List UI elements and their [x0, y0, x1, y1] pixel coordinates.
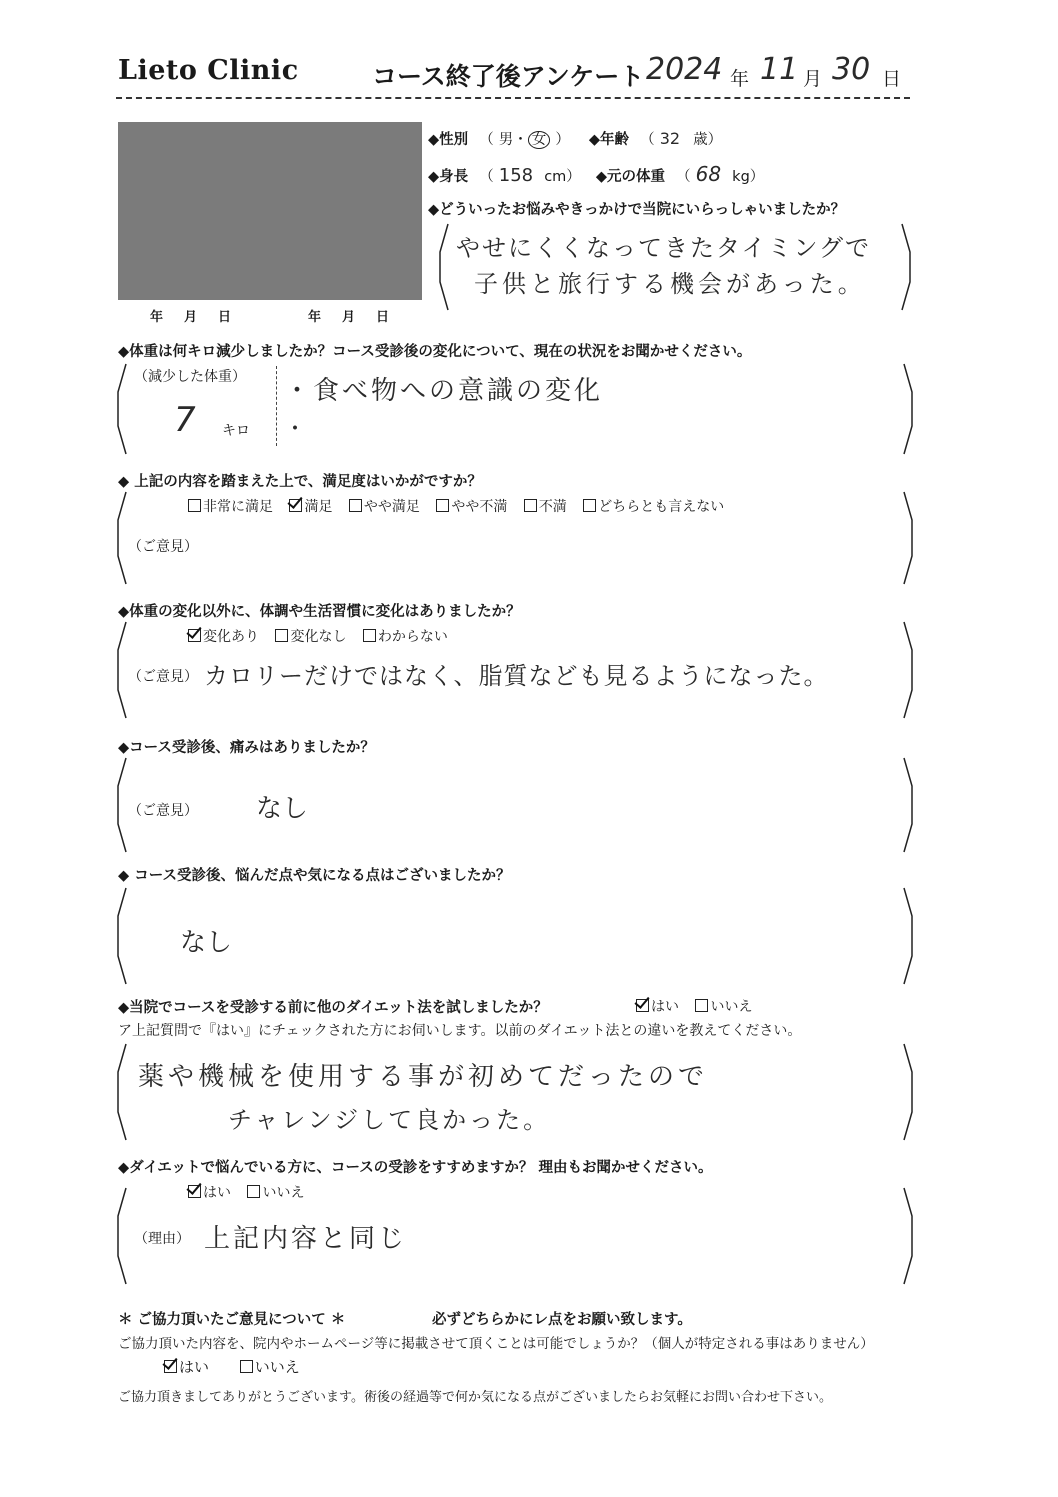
- date-month-unit: 月: [803, 68, 823, 90]
- q4-question: ◆体重の変化以外に、体調や生活習慣に変化はありましたか？: [118, 604, 521, 620]
- date-month: 11: [760, 52, 799, 87]
- checkbox-icon[interactable]: [436, 499, 449, 512]
- q7-sub-question: ア上記質問で『はい』にチェックされた方にお伺いします。以前のダイエット法との違いを教えてください。: [118, 1023, 802, 1039]
- q5-question: ◆コース受診後、痛みはありましたか？: [118, 740, 375, 756]
- q4-bracket-right: [902, 620, 914, 724]
- q2-answer-line2: ・: [284, 417, 307, 442]
- q7-bracket-left: [116, 1042, 128, 1146]
- q3-option-somewhat-dissatisfied[interactable]: やや不満: [436, 499, 507, 515]
- height-open-paren: （: [479, 169, 494, 185]
- checkbox-icon[interactable]: [363, 629, 376, 642]
- q4-answer: カロリーだけではなく、脂質なども見るようになった。: [204, 662, 829, 690]
- weight-label: ◆元の体重: [595, 169, 666, 185]
- clinic-logo-text: Lieto Clinic: [118, 55, 299, 86]
- q3-bracket-right: [902, 490, 914, 590]
- checkbox-icon[interactable]: [247, 1185, 260, 1198]
- checkbox-icon[interactable]: [349, 499, 362, 512]
- q7-bracket-right: [902, 1042, 914, 1146]
- q3-option-very-satisfied[interactable]: 非常に満足: [188, 499, 273, 515]
- q3-satisfaction-options: [188, 496, 736, 516]
- q5-bracket-left: [116, 756, 128, 858]
- q4-option-changed[interactable]: 変化あり: [188, 629, 259, 645]
- q7-option-no[interactable]: いいえ: [695, 999, 752, 1015]
- checkbox-checked-icon[interactable]: [164, 1360, 177, 1373]
- footer-thanks: ご協力頂きましてありがとうございます。術後の経過等で何か気になる点がございましたらお気軽にお問い合わせ下さい。: [118, 1390, 832, 1405]
- q2-answer-line1: ・食べ物への意識の変化: [284, 376, 604, 406]
- q3-option-somewhat-satisfied[interactable]: やや満足: [349, 499, 420, 515]
- q7-answer-line1: 薬や機械を使用する事が初めてだったので: [138, 1062, 709, 1092]
- footer-consent-question: ご協力頂いた内容を、院内やホームページ等に掲載させて頂くことは可能でしょうか？（個人が特定される事はありません）: [118, 1336, 874, 1352]
- checkbox-checked-icon[interactable]: [188, 1185, 201, 1198]
- footer-heading-left: ＊ ご協力頂いたご意見について ＊: [118, 1312, 346, 1328]
- checkbox-checked-icon[interactable]: [188, 629, 201, 642]
- gender-label: ◆性別: [428, 132, 469, 148]
- survey-title: コース終了後アンケート: [372, 62, 645, 91]
- age-open-paren: （: [640, 132, 655, 148]
- weight-unit: kg）: [732, 169, 765, 185]
- q8-option-yes[interactable]: はい: [188, 1185, 231, 1201]
- q8-bracket-left: [116, 1186, 128, 1290]
- q7-question: ◆当院でコースを受診する前に他のダイエット法を試しましたか？: [118, 1000, 548, 1016]
- checkbox-icon[interactable]: [188, 499, 201, 512]
- checkbox-icon[interactable]: [695, 999, 708, 1012]
- q2-question: ◆体重は何キロ減少しましたか？コース受診後の変化について、現在の状況をお聞かせください。: [118, 344, 752, 360]
- height-label: ◆身長: [428, 169, 469, 185]
- q1-answer-line2: 子供と旅行する機会があった。: [474, 270, 866, 298]
- before-after-photo: [118, 122, 422, 300]
- q3-question: ◆ 上記の内容を踏まえた上で、満足度はいかがですか？: [118, 474, 482, 490]
- q8-question: ◆ダイエットで悩んでいる方に、コースの受診をすすめますか？ 理由もお聞かせください。: [118, 1160, 713, 1176]
- q4-option-unknown[interactable]: わからない: [363, 629, 448, 645]
- reduced-weight-unit: キロ: [222, 423, 250, 439]
- gender-separator: ・: [513, 132, 528, 148]
- weight-value: 68: [695, 162, 722, 186]
- q1-question: ◆どういったお悩みやきっかけで当院にいらっしゃいましたか？: [428, 202, 846, 218]
- q1-bracket-left: [438, 222, 450, 316]
- q3-opinion-label: （ご意見）: [128, 539, 198, 555]
- checkbox-checked-icon[interactable]: [636, 999, 649, 1012]
- q2-bracket-left: [116, 362, 128, 460]
- footer-consent-options: [164, 1356, 312, 1377]
- height-unit: cm）: [544, 169, 581, 185]
- gender-close-paren: ）: [555, 132, 570, 148]
- q3-bracket-left: [116, 490, 128, 590]
- reduced-weight-value: 7: [174, 400, 196, 440]
- weight-open-paren: （: [676, 169, 691, 185]
- age-value: 32: [659, 129, 681, 148]
- q8-answer: 上記内容と同じ: [204, 1224, 408, 1254]
- q1-answer-line1: やせにくくなってきたタイミングで: [456, 234, 872, 262]
- q4-opinion-label: （ご意見）: [128, 669, 198, 685]
- checkbox-checked-icon[interactable]: [289, 499, 302, 512]
- q5-answer: なし: [256, 794, 309, 824]
- height-value: 158: [498, 165, 534, 186]
- gender-open-paren: （: [479, 132, 494, 148]
- age-unit: 歳）: [693, 132, 723, 148]
- q7-options: [636, 996, 764, 1016]
- profile-gender-row: [428, 128, 722, 149]
- q4-change-options: [188, 626, 460, 646]
- checkbox-icon[interactable]: [583, 499, 596, 512]
- q4-bracket-left: [116, 620, 128, 724]
- q4-option-no-change[interactable]: 変化なし: [275, 629, 346, 645]
- q3-option-neither[interactable]: どちらとも言えない: [583, 499, 724, 515]
- date-year: 2024: [646, 52, 723, 87]
- photo-date-before: 年 月 日: [150, 310, 236, 325]
- profile-body-row: [428, 162, 764, 186]
- q1-bracket-right: [900, 222, 912, 316]
- q7-option-yes[interactable]: はい: [636, 999, 679, 1015]
- date-day-unit: 日: [882, 68, 902, 90]
- reduced-weight-divider: [276, 366, 277, 446]
- consent-option-no[interactable]: いいえ: [240, 1358, 300, 1376]
- gender-female-option: 女: [528, 131, 551, 149]
- q6-answer: なし: [180, 928, 233, 958]
- gender-male-option: 男: [498, 132, 514, 148]
- q8-bracket-right: [902, 1186, 914, 1290]
- checkbox-icon[interactable]: [240, 1360, 253, 1373]
- q8-option-no[interactable]: いいえ: [247, 1185, 304, 1201]
- header-divider: [116, 97, 910, 99]
- q8-reason-label: （理由）: [134, 1231, 190, 1247]
- q5-bracket-right: [902, 756, 914, 858]
- q5-opinion-label: （ご意見）: [128, 803, 198, 819]
- q6-bracket-left: [116, 886, 128, 990]
- q6-bracket-right: [902, 886, 914, 990]
- q3-option-satisfied[interactable]: 満足: [289, 499, 332, 515]
- q2-bracket-right: [902, 362, 914, 460]
- age-label: ◆年齢: [588, 132, 630, 148]
- q7-answer-line2: チャレンジして良かった。: [228, 1106, 551, 1134]
- photo-date-after: 年 月 日: [308, 310, 394, 325]
- reduced-weight-label: （減少した体重）: [134, 369, 246, 385]
- date-year-unit: 年: [730, 68, 750, 90]
- q3-option-dissatisfied[interactable]: 不満: [524, 499, 567, 515]
- checkbox-icon[interactable]: [524, 499, 537, 512]
- q8-options: [188, 1182, 316, 1202]
- footer-heading-right: 必ずどちらかにレ点をお願い致します。: [432, 1312, 692, 1328]
- q6-question: ◆ コース受診後、悩んだ点や気になる点はございましたか？: [118, 868, 511, 884]
- date-day: 30: [832, 52, 871, 87]
- consent-option-yes[interactable]: はい: [164, 1358, 209, 1376]
- checkbox-icon[interactable]: [275, 629, 288, 642]
